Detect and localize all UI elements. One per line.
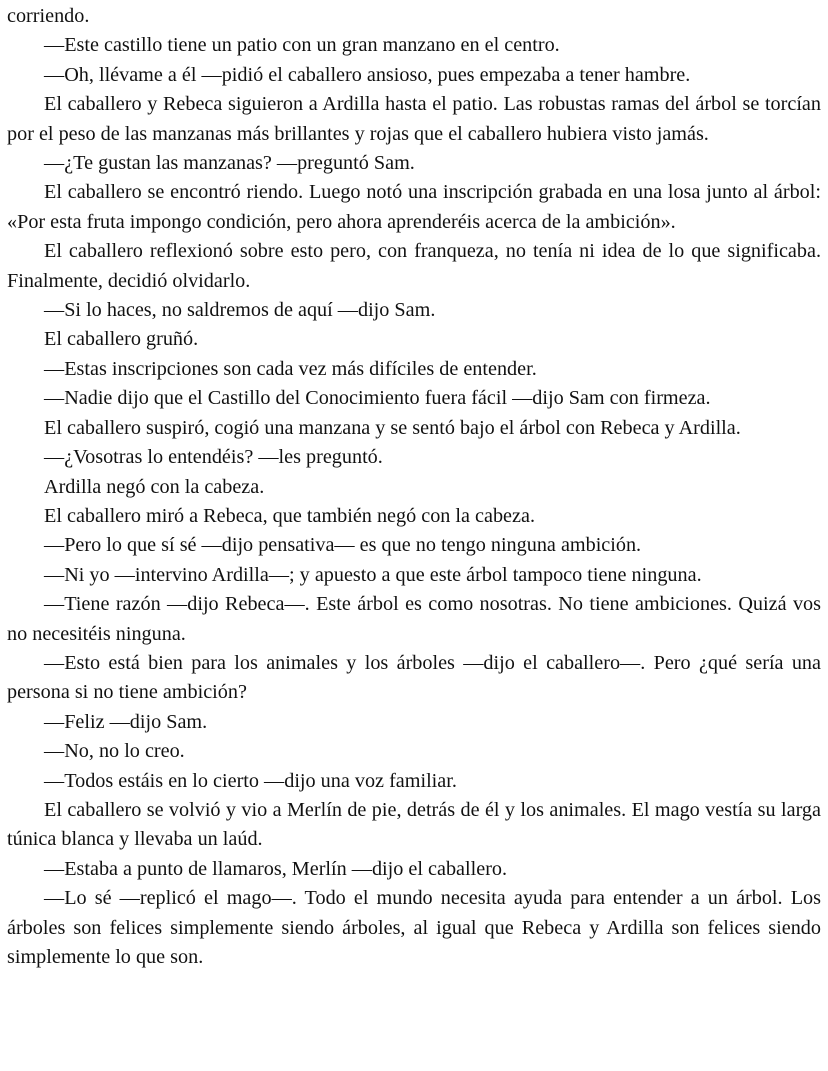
book-page — [7, 2, 821, 972]
paragraph: El caballero reflexionó sobre esto pero, con franqueza, no tenía ni idea de lo que significaba. Finalmente, decidió olvidarlo. — [7, 240, 821, 292]
paragraph-continuation: corriendo. — [7, 5, 90, 27]
paragraph: —Todos estáis en lo cierto —dijo una voz familiar. — [44, 769, 457, 792]
paragraph: —No, no lo creo. — [44, 740, 185, 763]
paragraph: —¿Te gustan las manzanas? —preguntó Sam. — [44, 152, 415, 175]
paragraph: —Estaba a punto de llamaros, Merlín —dijo el caballero. — [44, 857, 508, 880]
paragraph: —Tiene razón —dijo Rebeca—. Este árbol es como nosotras. No tiene ambiciones. Quizá vos no necesitéis ninguna. — [7, 593, 821, 645]
paragraph: —Feliz —dijo Sam. — [44, 710, 208, 733]
paragraph: —Estas inscripciones son cada vez más difíciles de entender. — [44, 357, 537, 380]
paragraph: —Si lo haces, no saldremos de aquí —dijo Sam. — [44, 299, 436, 322]
paragraph: —¿Vosotras lo entendéis? —les preguntó. — [44, 446, 383, 469]
paragraph: Ardilla negó con la cabeza. — [44, 475, 265, 498]
paragraph: El caballero miró a Rebeca, que también negó con la cabeza. — [44, 504, 535, 527]
paragraph: El caballero se volvió y vio a Merlín de pie, detrás de él y los animales. El mago vestía su larga túnica blanca y llevaba un laúd. — [7, 798, 821, 851]
paragraph: —Este castillo tiene un patio con un gran manzano en el centro. — [44, 34, 560, 57]
paragraph: —Pero lo que sí sé —dijo pensativa— es que no tengo ninguna ambición. — [44, 534, 642, 557]
paragraph: —Esto está bien para los animales y los árboles —dijo el caballero—. Pero ¿qué sería una persona si no tiene ambición? — [7, 651, 821, 704]
paragraph: —Oh, llévame a él —pidió el caballero ansioso, pues empezaba a tener hambre. — [44, 63, 691, 86]
paragraph: El caballero suspiró, cogió una manzana y se sentó bajo el árbol con Rebeca y Ardilla. — [44, 416, 741, 439]
paragraph: El caballero y Rebeca siguieron a Ardilla hasta el patio. Las robustas ramas del árbol se torcían por el peso de las manzanas más brillantes y rojas que el caballero hubiera visto jamás. — [7, 93, 821, 145]
paragraph: El caballero se encontró riendo. Luego notó una inscripción grabada en una losa junto al árbol: «Por esta fruta impongo condición, pero ahora aprenderéis acerca de la ambición». — [7, 181, 821, 233]
paragraph: —Ni yo —intervino Ardilla—; y apuesto a que este árbol tampoco tiene ninguna. — [44, 563, 702, 586]
paragraph: —Lo sé —replicó el mago—. Todo el mundo necesita ayuda para entender a un árbol. Los árboles son felices simplemente siendo árboles, al igual que Rebeca y Ardilla son felices siendo simplemente lo que son. — [7, 887, 821, 968]
paragraph: El caballero gruñó. — [44, 328, 199, 351]
paragraph: —Nadie dijo que el Castillo del Conocimiento fuera fácil —dijo Sam con firmeza. — [44, 387, 711, 410]
